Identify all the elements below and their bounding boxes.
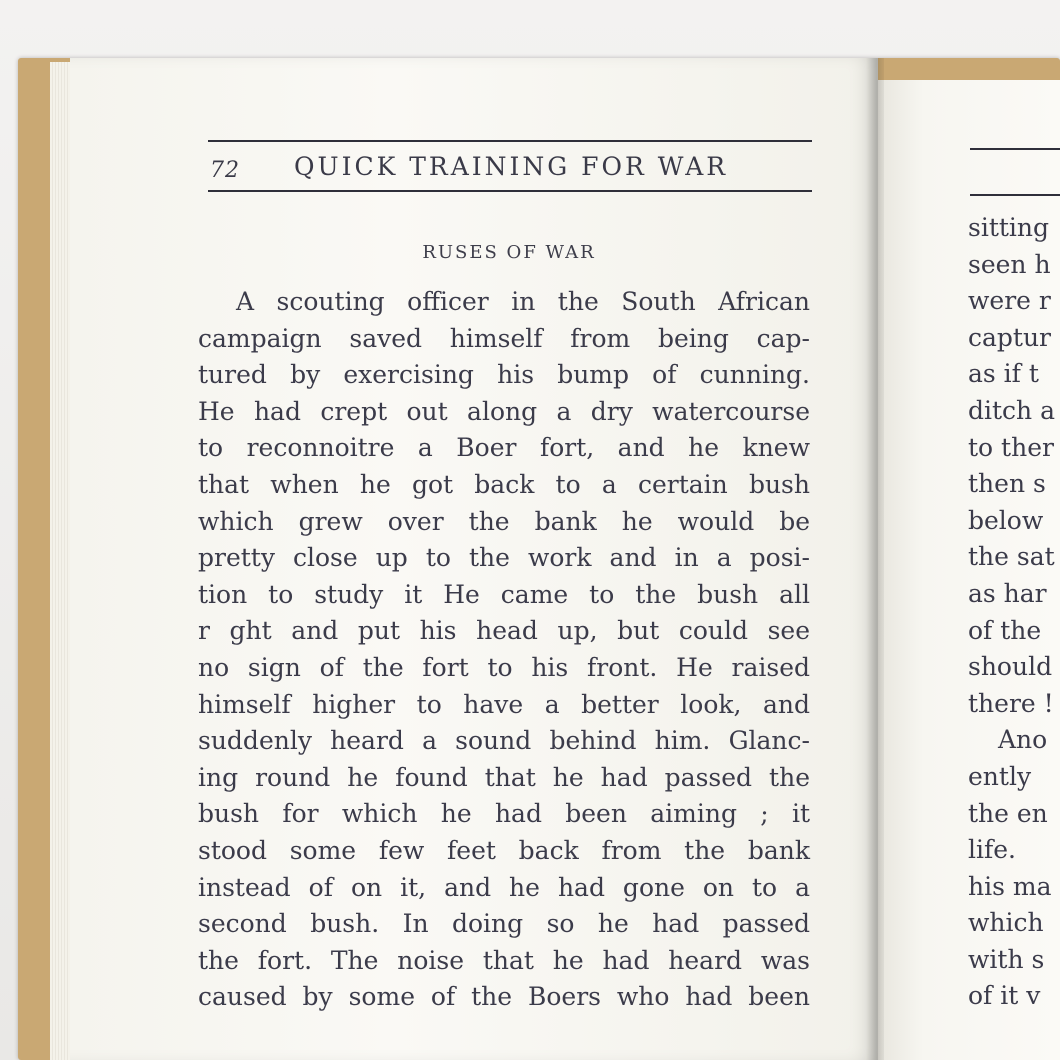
book-gutter <box>866 58 884 1060</box>
text-line: no sign of the fort to his front. He raised <box>198 652 810 682</box>
left-page-body <box>198 284 810 1016</box>
section-heading: RUSES OF WAR <box>422 242 596 263</box>
text-line: then s <box>968 469 1046 499</box>
text-line: pretty close up to the work and in a posi- <box>198 543 810 573</box>
running-head <box>206 150 812 188</box>
text-line: himself higher to have a better look, and <box>198 689 810 719</box>
text-line: life. <box>968 835 1016 865</box>
text-line: which <box>968 908 1044 938</box>
text-line: were r <box>968 286 1051 316</box>
text-line: tion to study it He came to the bush all <box>198 579 810 609</box>
text-line: stood some few feet back from the bank <box>198 835 810 865</box>
text-line: bush for which he had been aiming ; it <box>198 799 810 829</box>
text-line: ditch a <box>968 395 1055 425</box>
text-line: his ma <box>968 871 1052 901</box>
right-header-bottom-rule <box>970 194 1060 196</box>
text-line: ing round he found that he had passed the <box>198 762 810 792</box>
text-line: which grew over the bank he would be <box>198 506 810 536</box>
text-line: the fort. The noise that he had heard was <box>198 945 810 975</box>
text-line: should <box>968 652 1053 682</box>
text-line: A scouting officer in the South African <box>236 287 810 316</box>
text-line: Ano <box>998 725 1048 755</box>
text-line: as if t <box>968 359 1039 389</box>
text-line: second bush. In doing so he had passed <box>198 909 810 939</box>
text-line: captur <box>968 322 1052 352</box>
text-line: instead of on it, and he had gone on to a <box>198 872 810 902</box>
text-line: campaign saved himself from being cap- <box>198 323 810 353</box>
text-line: with s <box>968 944 1045 974</box>
text-line: of the <box>968 615 1042 645</box>
text-line: to ther <box>968 432 1054 462</box>
right-page-body <box>968 210 1060 1015</box>
text-line: to reconnoitre a Boer fort, and he knew <box>198 433 810 463</box>
text-line: as har <box>968 578 1047 608</box>
text-line: seen h <box>968 249 1051 279</box>
text-line: the en <box>968 798 1048 828</box>
text-line: that when he got back to a certain bush <box>198 469 810 499</box>
text-line: there ! <box>968 688 1054 718</box>
text-line: ently <box>968 761 1032 791</box>
running-title: QUICK TRAINING FOR WAR <box>294 152 729 181</box>
text-line: sitting <box>968 213 1050 242</box>
header-top-rule <box>208 140 812 142</box>
text-line: suddenly heard a sound behind him. Glanc- <box>198 726 810 756</box>
header-bottom-rule <box>208 190 812 192</box>
text-line: tured by exercising his bump of cunning. <box>198 360 810 390</box>
text-line: the sat <box>968 542 1055 572</box>
text-line: below <box>968 505 1044 535</box>
text-line: of it v <box>968 981 1041 1011</box>
page-number: 72 <box>210 158 240 183</box>
right-header-top-rule <box>970 148 1060 150</box>
text-line: He had crept out along a dry watercourse <box>198 396 810 426</box>
text-line: r ght and put his head up, but could see <box>198 616 810 646</box>
text-line: caused by some of the Boers who had been <box>198 982 810 1012</box>
